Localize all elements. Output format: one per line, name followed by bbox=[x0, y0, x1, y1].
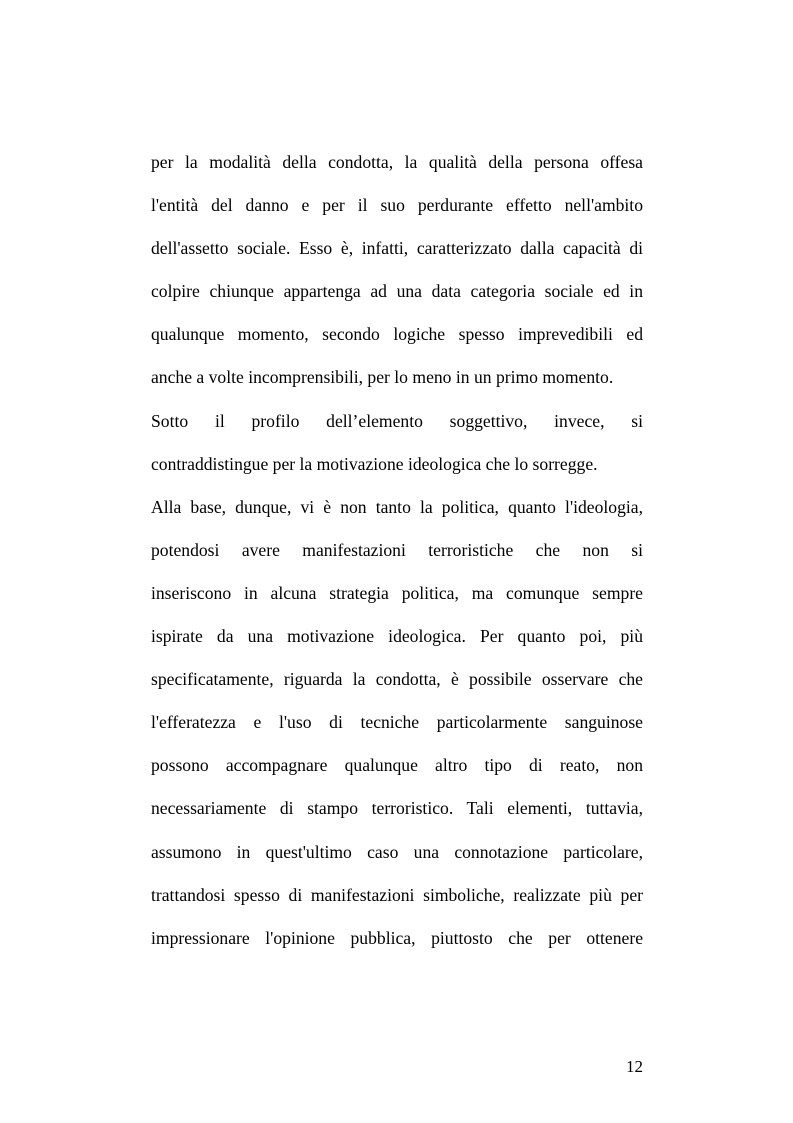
text-line: specificatamente, riguarda la condotta, è possibile osservare che bbox=[151, 669, 643, 690]
text-line: l'efferatezza e l'uso di tecniche particolarmente sanguinose bbox=[151, 712, 643, 733]
text-line: per la modalità della condotta, la qualità della persona offesa bbox=[151, 152, 643, 172]
page-number: 12 bbox=[626, 1057, 643, 1076]
text-line: inseriscono in alcuna strategia politica, ma comunque sempre bbox=[151, 582, 643, 603]
text-line: impressionare l'opinione pubblica, piuttosto che per ottenere bbox=[151, 927, 643, 948]
text-line: trattandosi spesso di manifestazioni simboliche, realizzate più per bbox=[151, 884, 643, 905]
text-line: Sotto il profilo dell’elemento soggettivo, invece, si bbox=[151, 410, 643, 431]
text-line: Alla base, dunque, vi è non tanto la politica, quanto l'ideologia, bbox=[151, 496, 643, 517]
text-line: ispirate da una motivazione ideologica. Per quanto poi, più bbox=[151, 626, 643, 647]
text-line: qualunque momento, secondo logiche spesso imprevedibili ed bbox=[151, 324, 643, 345]
body-text bbox=[151, 147, 643, 966]
text-line: l'entità del danno e per il suo perdurante effetto nell'ambito bbox=[151, 195, 643, 216]
text-line: colpire chiunque appartenga ad una data categoria sociale ed in bbox=[151, 281, 643, 302]
text-line: contraddistingue per la motivazione ideologica che lo sorregge. bbox=[151, 453, 598, 474]
text-line: anche a volte incomprensibili, per lo meno in un primo momento. bbox=[151, 367, 614, 388]
text-line: dell'assetto sociale. Esso è, infatti, caratterizzato dalla capacità di bbox=[151, 238, 643, 259]
text-line: assumono in quest'ultimo caso una connotazione particolare, bbox=[151, 841, 643, 862]
text-line: possono accompagnare qualunque altro tipo di reato, non bbox=[151, 755, 643, 776]
text-line: potendosi avere manifestazioni terroristiche che non si bbox=[151, 539, 643, 560]
text-line: necessariamente di stampo terroristico. Tali elementi, tuttavia, bbox=[151, 798, 643, 819]
